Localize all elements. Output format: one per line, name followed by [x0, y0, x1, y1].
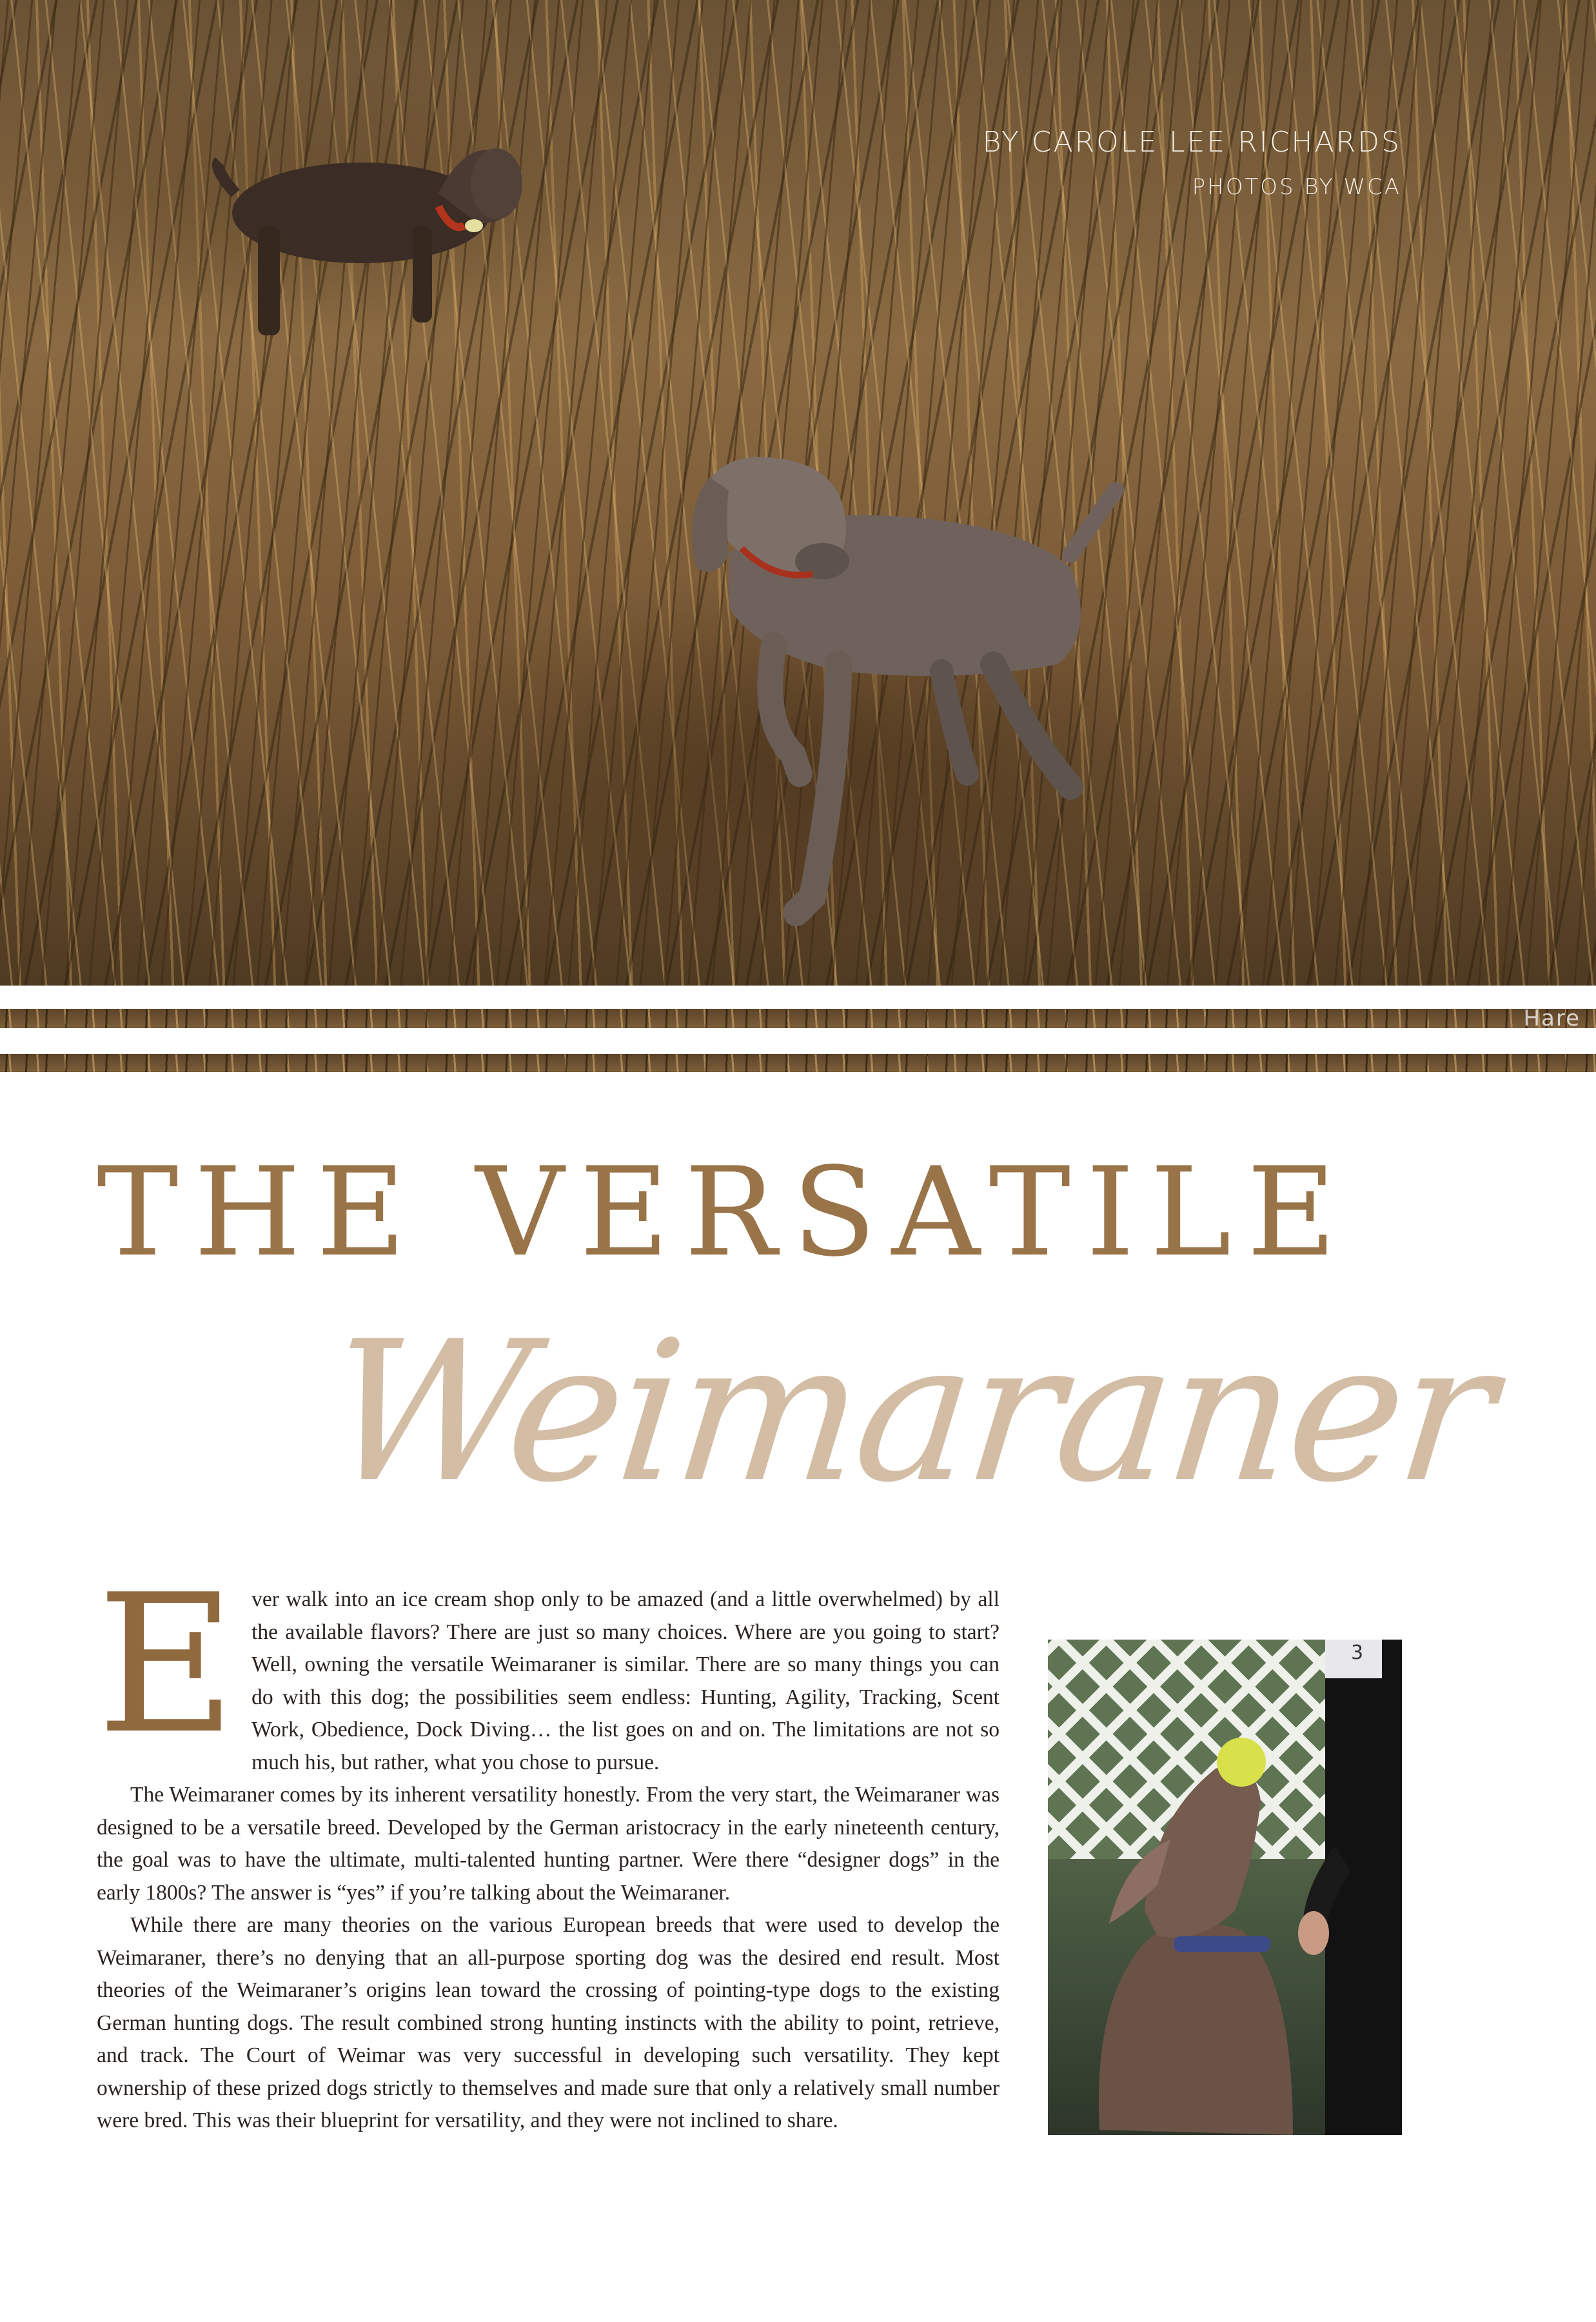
byline	[982, 124, 1401, 201]
side-photo-dog-with-ball	[1048, 1640, 1402, 2135]
article-body	[97, 1553, 1000, 2138]
hero-photo	[0, 0, 1596, 986]
white-band-top	[0, 986, 1596, 1009]
photo-strip	[0, 1009, 1596, 1028]
photo-credit: PHOTOS BY WCA	[1192, 174, 1401, 200]
drop-cap: E	[97, 1553, 237, 1776]
photo-strip-lower	[0, 1054, 1596, 1072]
page-title: THE VERSATILE	[97, 1141, 1352, 1284]
author-byline: BY CAROLE LEE RICHARDS	[982, 126, 1401, 159]
bib-number: 3	[1351, 1642, 1364, 1664]
background-dog	[218, 148, 522, 335]
dog-with-ball-illustration	[1048, 1640, 1402, 2135]
paragraph-3: While there are many theories on the various European breeds that were used to develop the Weimaraner, there’s no denying that an all-purpose sporting dog was the desired end result. Most theories of the Weimaraner’s origins lean toward the crossing of pointing-type dogs to the existing German hunting dogs. The result combined strong hunting instincts with the ability to point, retrieve, and track. The Court of Weimar was very successful in developing such versatility. They kept ownership of these prized dogs strictly to themselves and made sure that only a relatively small number were bred. This was their blueprint for versatility, and they were not inclined to share.	[97, 1913, 1000, 2132]
paragraph-2: The Weimaraner comes by its inherent versatility honestly. From the very start, the Weimaraner was designed to be a versatile breed. Developed by the German aristocracy in the early nineteenth century, the goal was to have the ultimate, multi-talented hunting partner. Were there “designer dogs” in the early 1800s? The answer is “yes” if you’re talking about the Weimaraner.	[97, 1783, 1000, 1905]
tennis-ball	[1217, 1738, 1266, 1787]
strip-caption: Hare	[1523, 1009, 1581, 1028]
foreground-dog	[692, 457, 1116, 913]
handler	[1298, 1640, 1402, 2135]
white-band-middle	[0, 1028, 1596, 1054]
script-title: Weimaraner	[318, 1300, 1501, 1525]
sitting-dog	[1099, 1738, 1293, 2135]
paragraph-1: ver walk into an ice cream shop only to be amazed (and a little overwhelmed) by all the available flavors? There are just so many choices. Where are you going to start? Well, owning the versatile Weimaraner is similar. There are so many things you can do with this dog; the possibilities seem endless: Hunting, Agility, Tracking, Scent Work, Obedience, Dock Diving… the list goes on and on. The limitations are not so much his, but rather, what you chose to pursue.	[251, 1587, 1000, 1774]
